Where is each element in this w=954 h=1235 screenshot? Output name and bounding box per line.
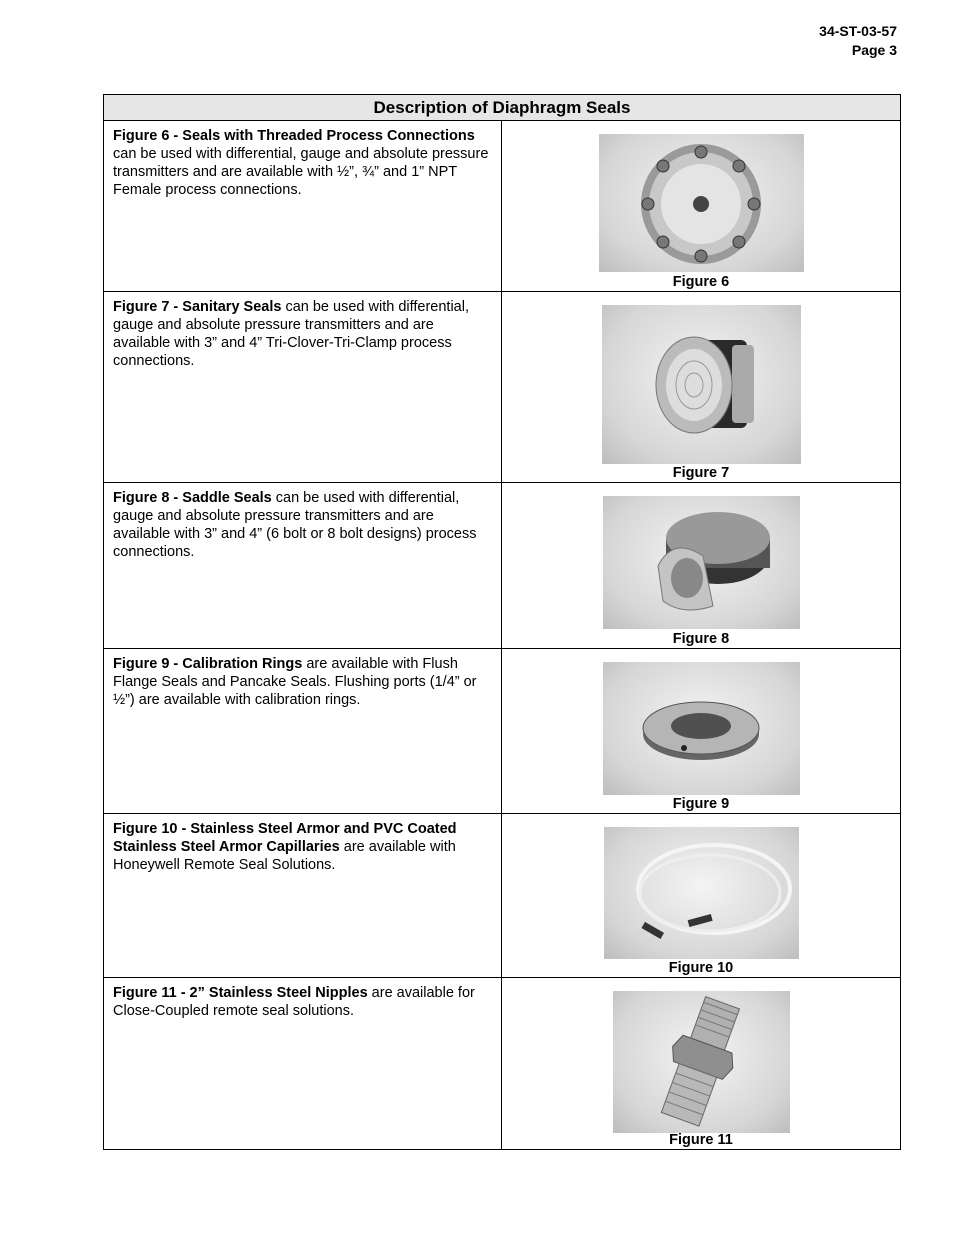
table-row	[104, 978, 901, 1150]
document-header	[819, 22, 897, 60]
table-row	[104, 121, 901, 292]
table-row	[104, 649, 901, 814]
figure-cell	[502, 121, 901, 292]
figure-caption: Figure 6	[672, 274, 730, 290]
seal-description: Figure 9 - Calibration Rings are available with Flush Flange Seals and Pancake Seals. Flushing ports (1/4” or ½”) are available with calibration rings.	[113, 656, 477, 708]
seal-description: Figure 7 - Sanitary Seals can be used with differential, gauge and absolute pressure transmitters and are available with 3” and 4” Tri-Clover-Tri-Clamp process connections.	[113, 299, 469, 369]
table-title: Description of Diaphragm Seals	[104, 95, 901, 121]
figure-cell	[502, 292, 901, 483]
nipple-photo	[613, 991, 790, 1133]
seal-description: Figure 11 - 2” Stainless Steel Nipples are available for Close-Coupled remote seal solutions.	[113, 985, 475, 1019]
capillary-photo	[604, 827, 799, 959]
document-number: 34-ST-03-57	[819, 23, 897, 39]
table-row	[104, 292, 901, 483]
table-row	[104, 483, 901, 649]
figure-cell	[502, 649, 901, 814]
diaphragm-seals-table	[103, 94, 901, 1150]
seal-description: Figure 6 - Seals with Threaded Process Connections can be used with differential, gauge and absolute pressure transmitters and are available with ½”, ¾” and 1” NPT Female process connections.	[113, 128, 489, 198]
figure-caption: Figure 11	[669, 1132, 733, 1148]
threaded-seal-photo	[599, 134, 804, 272]
figure-caption: Figure 10	[668, 960, 734, 976]
table-row	[104, 814, 901, 978]
saddle-seal-photo	[603, 496, 800, 629]
figure-caption: Figure 8	[672, 631, 730, 647]
seal-description: Figure 8 - Saddle Seals can be used with differential, gauge and absolute pressure transmitters and are available with 3” and 4” (6 bolt or 8 bolt designs) process connections.	[113, 490, 477, 560]
page-number: Page 3	[851, 42, 897, 58]
seal-description: Figure 10 - Stainless Steel Armor and PVC Coated Stainless Steel Armor Capillaries are available with Honeywell Remote Seal Solutions.	[113, 821, 457, 873]
figure-caption: Figure 7	[672, 465, 730, 481]
figure-cell	[502, 978, 901, 1150]
calibration-ring-photo	[603, 662, 800, 795]
figure-cell	[502, 814, 901, 978]
figure-cell	[502, 483, 901, 649]
sanitary-seal-photo	[602, 305, 801, 464]
figure-caption: Figure 9	[672, 796, 730, 812]
